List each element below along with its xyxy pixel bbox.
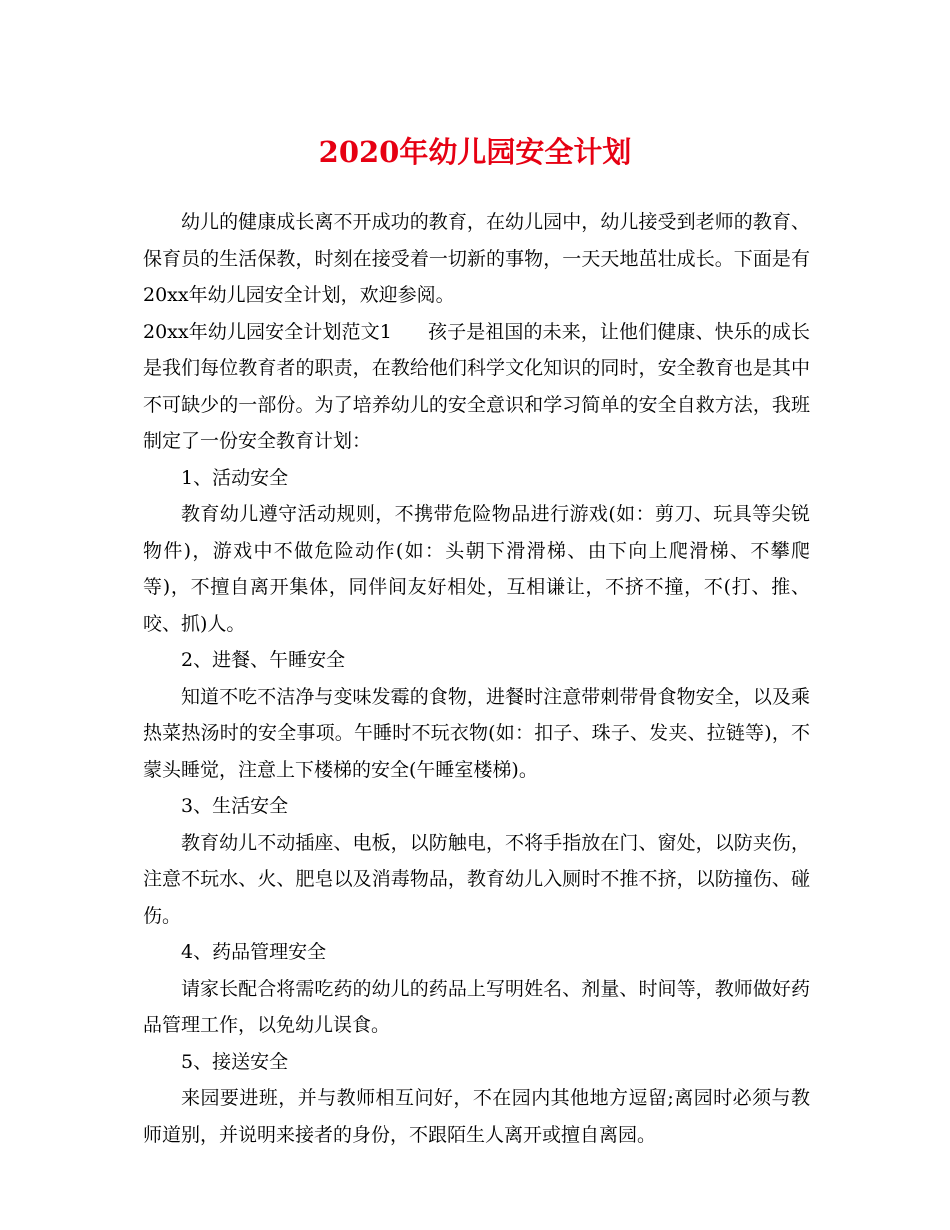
document-body: [143, 204, 810, 1153]
section-heading-3: 3、生活安全: [181, 795, 289, 817]
sample-heading: 20xx年幼儿园安全计划范文1: [143, 320, 392, 343]
section-text-5: 来园要进班，并与教师相互问好，不在园内其他地方逗留;离园时必须与教师道别，并说明来接者的身份，不跟陌生人离开或擅自离园。: [143, 1087, 810, 1146]
section-text-2: 知道不吃不洁净与变味发霉的食物，进餐时注意带刺带骨食物安全，以及乘热菜热汤时的安全事项。午睡时不玩衣物(如：扣子、珠子、发夹、拉链等)，不蒙头睡觉，注意上下楼梯的安全(午睡室楼梯)。: [143, 685, 810, 781]
section-text-1: 教育幼儿遵守活动规则，不携带危险物品进行游戏(如：剪刀、玩具等尖锐物件)，游戏中不做危险动作(如：头朝下滑滑梯、由下向上爬滑梯、不攀爬等)，不擅自离开集体，同伴间友好相处，互相谦让，不挤不撞，不(打、推、咬、抓)人。: [143, 503, 810, 635]
section-heading-2: 2、进餐、午睡安全: [181, 649, 346, 671]
sample-intro: 孩子是祖国的未来，让他们健康、快乐的成长是我们每位教育者的职责，在教给他们科学文化知识的同时，安全教育也是其中不可缺少的一部份。为了培养幼儿的安全意识和学习简单的安全自救方法，我班制定了一份安全教育计划：: [143, 320, 810, 452]
sample-paragraph: [143, 314, 810, 460]
section-heading-4: 4、药品管理安全: [181, 941, 327, 963]
section-text-4: 请家长配合将需吃药的幼儿的药品上写明姓名、剂量、时间等，教师做好药品管理工作，以免幼儿误食。: [143, 977, 810, 1036]
section-text-3: 教育幼儿不动插座、电板，以防触电，不将手指放在门、窗处，以防夹伤，注意不玩水、火、肥皂以及消毒物品，教育幼儿入厕时不推不挤，以防撞伤、碰伤。: [143, 831, 810, 927]
section-heading-1: 1、活动安全: [181, 466, 289, 489]
document-title: 2020年幼儿园安全计划: [318, 135, 632, 169]
section-heading-5: 5、接送安全: [181, 1050, 289, 1073]
intro-paragraph: 幼儿的健康成长离不开成功的教育，在幼儿园中，幼儿接受到老师的教育、保育员的生活保教，时刻在接受着一切新的事物，一天天地茁壮成长。下面是有20xx年幼儿园安全计划，欢迎参阅。: [143, 211, 810, 306]
